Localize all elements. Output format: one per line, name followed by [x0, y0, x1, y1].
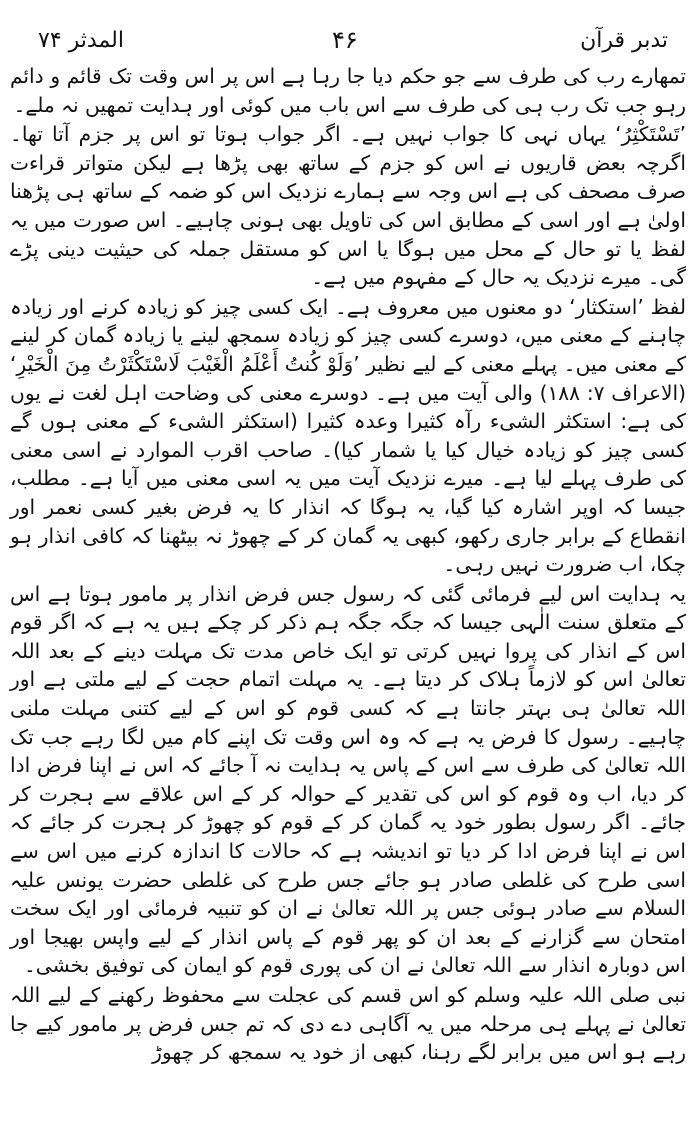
- commentary-body: [10, 62, 686, 1067]
- page-header: [10, 18, 686, 58]
- paragraph-2: ’تَسْتَکْثِرُ‘ یہاں نہی کا جواب نہیں ہے۔ اگر جواب ہوتا تو اس پر جزم آتا تھا۔ اگرچہ بعض قاریوں نے اس کو جزم کے ساتھ بھی پڑھا ہے لیکن متواتر قراءت صرف مصحف کی ہے اس وجہ سے ہمارے نزدیک اس کو ضمہ کے ساتھ ہی پڑھنا اولیٰ ہے اور اسی کے مطابق اس کی تاویل بھی ہونی چاہیے۔ اس صورت میں یہ لفظ یا تو حال کے محل میں ہوگا یا اس کو مستقل جملہ کی حیثیت دینی پڑے گی۔ میرے نزدیک یہ حال کے مفہوم میں ہے۔: [10, 122, 686, 290]
- paragraph-5: نبی صلی اللہ علیہ وسلم کو اس قسم کی عجلت سے محفوظ رکھنے کے لیے اللہ تعالیٰ نے پہلے ہی مرحلہ میں یہ آگاہی دے دی کہ تم جس فرض پر مامور کیے جا رہے ہو اس میں برابر لگے رہنا، کبھی از خود یہ سمجھ کر چھوڑ: [10, 983, 686, 1065]
- book-title: تدبر قرآن: [580, 28, 668, 53]
- page-number: ۴۶: [332, 26, 358, 54]
- paragraph-3: لفظ ’استکثار‘ دو معنوں میں معروف ہے۔ ایک کسی چیز کو زیادہ کرنے اور زیادہ چاہنے کے معنی میں، دوسرے کسی چیز کو زیادہ سمجھ لینے یا زیادہ گمان کر لینے کے معنی میں۔ پہلے معنی کے لیے نظیر ’وَلَوْ كُنتُ أَعْلَمُ الْغَيْبَ لَاسْتَكْثَرْتُ مِنَ الْخَيْرِ‘ (الاعراف ۷: ۱۸۸) والی آیت میں ہے۔ دوسرے معنی کی وضاحت اہل لغت نے یوں کی ہے: استکثر الشیء رآہ کثیرا وعدہ کثیرا (استکثر الشیء کے معنی ہوں گے کسی چیز کو زیادہ خیال کیا یا شمار کیا)۔ صاحب اقرب الموارد نے اسی معنی کی طرف پہلے لیا ہے۔ میرے نزدیک آیت میں یہ اسی معنی میں آیا ہے۔ مطلب، جیسا کہ اوپر اشارہ کیا گیا، یہ ہوگا کہ انذار کا یہ فرض بغیر کسی نعمر اور انقطاع کے برابر جاری رکھو، کبھی یہ گمان کر کے چھوڑ نہ بیٹھنا کہ کافی انذار ہو چکا، اب ضرورت نہیں رہی۔: [10, 294, 687, 577]
- paragraph-4: یہ ہدایت اس لیے فرمائی گئی کہ رسول جس فرض انذار پر مامور ہوتا ہے اس کے متعلق سنت الٰہی جیسا کہ جگہ جگہ ہم ذکر کر چکے ہیں یہ ہے کہ اگر قوم اس کے انذار کی پروا نہیں کرتی تو ایک خاص مدت تک مہلت دینے کے بعد اللہ تعالیٰ اس کو لازماً ہلاک کر دیتا ہے۔ یہ مہلت اتمام حجت کے لیے ملتی ہے اور اللہ تعالیٰ ہی بہتر جانتا ہے کہ کسی قوم کو اس کے لیے کتنی مہلت ملنی چاہیے۔ رسول کا فرض یہ ہے کہ وہ اس وقت تک اپنے کام میں لگا رہے جب تک اللہ تعالیٰ کی طرف سے اس کے پاس یہ ہدایت نہ آ جائے کہ اس نے اپنا فرض ادا کر دیا، اب وہ قوم کو اس کی تقدیر کے حوالہ کر کے اس علاقے سے ہجرت کر جائے۔ اگر رسول بطور خود یہ گمان کر کے قوم کو چھوڑ کر ہجرت کر جائے کہ اس نے اپنا فرض ادا کر دیا تو اندیشہ ہے کہ حالات کا اندازہ کرنے میں اس سے اسی طرح کی غلطی صادر ہو جائے جس طرح کی غلطی حضرت یونس علیہ السلام سے صادر ہوئی جس پر اللہ تعالیٰ نے ان کو تنبیہ فرمائی اور ایک سخت امتحان سے گزارنے کے بعد ان کو پھر قوم کے پاس انذار کے لیے واپس بھیجا اور اس دوبارہ انذار سے اللہ تعالیٰ نے ان کی پوری قوم کو ایمان کی توفیق بخشی۔: [10, 581, 686, 978]
- surah-reference: المدثر ۷۴: [38, 28, 124, 53]
- paragraph-1: تمھارے رب کی طرف سے جو حکم دیا جا رہا ہے اس پر اس وقت تک قائم و دائم رہو جب تک رب ہی کی طرف سے اس باب میں کوئی اور ہدایت تمھیں نہ ملے۔: [10, 64, 686, 117]
